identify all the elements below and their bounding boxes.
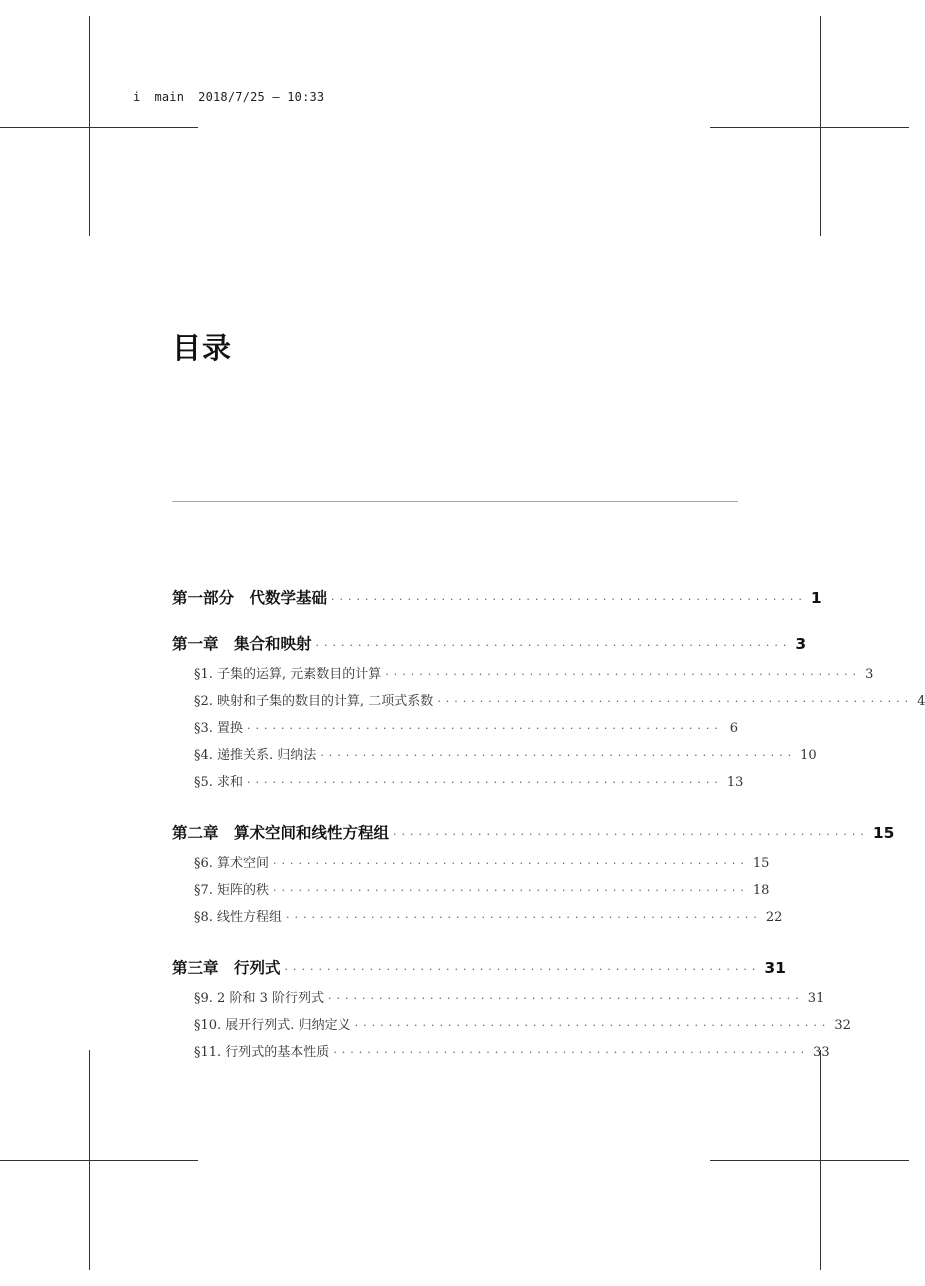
toc-entry-page: 31 [807,991,825,1006]
toc-entry-page: 31 [764,959,786,977]
dot-leader: ························································ [273,884,749,897]
toc-entry-page: 15 [872,824,895,842]
toc-entry-label: 第二章 算术空间和线性方程组 [172,824,390,842]
table-of-contents [172,586,925,1066]
dot-leader: ························································ [320,749,797,762]
toc-entry-page: 15 [752,856,770,871]
toc-entry-label: §9. 2 阶和 3 阶行列式 [194,991,324,1006]
crop-mark [710,127,909,128]
toc-entry-page: 3 [795,635,807,653]
dot-leader: ························································ [333,1046,810,1059]
dot-leader: ························································ [315,639,792,652]
dot-leader: ························································ [247,722,723,735]
toc-entry-page: 6 [729,721,738,736]
toc-entry-label: §10. 展开行列式. 归纳定义 [194,1018,351,1033]
dot-leader: ························································ [327,992,804,1005]
toc-entry-label: §6. 算术空间 [194,856,270,871]
dot-leader: ························································ [393,828,869,841]
toc-entry-page: 18 [752,883,770,898]
toc-entry-label: §8. 线性方程组 [194,910,283,925]
dot-leader: ························································ [273,857,749,870]
toc-entry-page: 3 [865,667,874,682]
toc-section-entry[interactable] [172,877,770,904]
toc-entry-page: 33 [813,1045,830,1060]
toc-chapter-entry[interactable] [172,820,895,846]
crop-mark [89,16,90,236]
toc-entry-page: 10 [800,748,817,763]
toc-entry-label: §4. 递推关系. 归纳法 [194,748,317,763]
toc-entry-label: §5. 求和 [194,775,244,790]
toc-section-entry[interactable] [172,742,817,769]
toc-entry-label: §2. 映射和子集的数目的计算, 二项式系数 [194,694,434,709]
dot-leader: ························································ [437,695,914,708]
toc-entry-label: §1. 子集的运算, 元素数目的计算 [194,667,382,682]
dot-leader: ························································ [385,668,862,681]
header-page-number: i [133,90,141,104]
crop-mark [0,1160,198,1161]
toc-entry-page: 22 [765,910,783,925]
toc-entry-label: 第三章 行列式 [172,959,281,977]
toc-section-entry[interactable] [172,661,874,688]
crop-mark [820,16,821,236]
crop-mark [710,1160,909,1161]
toc-section-entry[interactable] [172,904,783,931]
toc-chapter-entry[interactable] [172,631,807,657]
header-file-name: main [154,90,185,104]
running-header [133,90,338,104]
toc-section-entry[interactable] [172,1012,851,1039]
toc-section-entry[interactable] [172,1039,830,1066]
dot-leader: ························································ [286,911,762,924]
toc-entry-label: §7. 矩阵的秩 [194,883,270,898]
toc-section-entry[interactable] [172,985,825,1012]
spacer [172,796,738,814]
toc-section-entry[interactable] [172,688,925,715]
dot-leader: ························································ [331,593,807,606]
toc-section-entry[interactable] [172,850,770,877]
title-divider [172,501,738,502]
toc-entry-label: §11. 行列式的基本性质 [194,1045,330,1060]
dot-leader: ························································ [247,776,723,789]
toc-entry-label: 第一部分 代数学基础 [172,589,328,607]
toc-entry-page: 4 [917,694,925,709]
toc-entry-page: 32 [834,1018,851,1033]
toc-section-entry[interactable] [172,715,738,742]
toc-part-entry[interactable] [172,586,822,608]
toc-entry-page: 13 [726,775,744,790]
toc-chapter-entry[interactable] [172,955,786,981]
header-timestamp: 2018/7/25 – 10:33 [198,90,325,104]
toc-entry-label: §3. 置换 [194,721,244,736]
dot-leader: ························································ [354,1019,831,1032]
dot-leader: ························································ [284,963,761,976]
spacer [172,931,738,949]
crop-mark [0,127,198,128]
toc-entry-page: 1 [810,589,822,607]
page-title: 目录 [172,331,233,365]
toc-entry-label: 第一章 集合和映射 [172,635,312,653]
toc-section-entry[interactable] [172,769,744,796]
